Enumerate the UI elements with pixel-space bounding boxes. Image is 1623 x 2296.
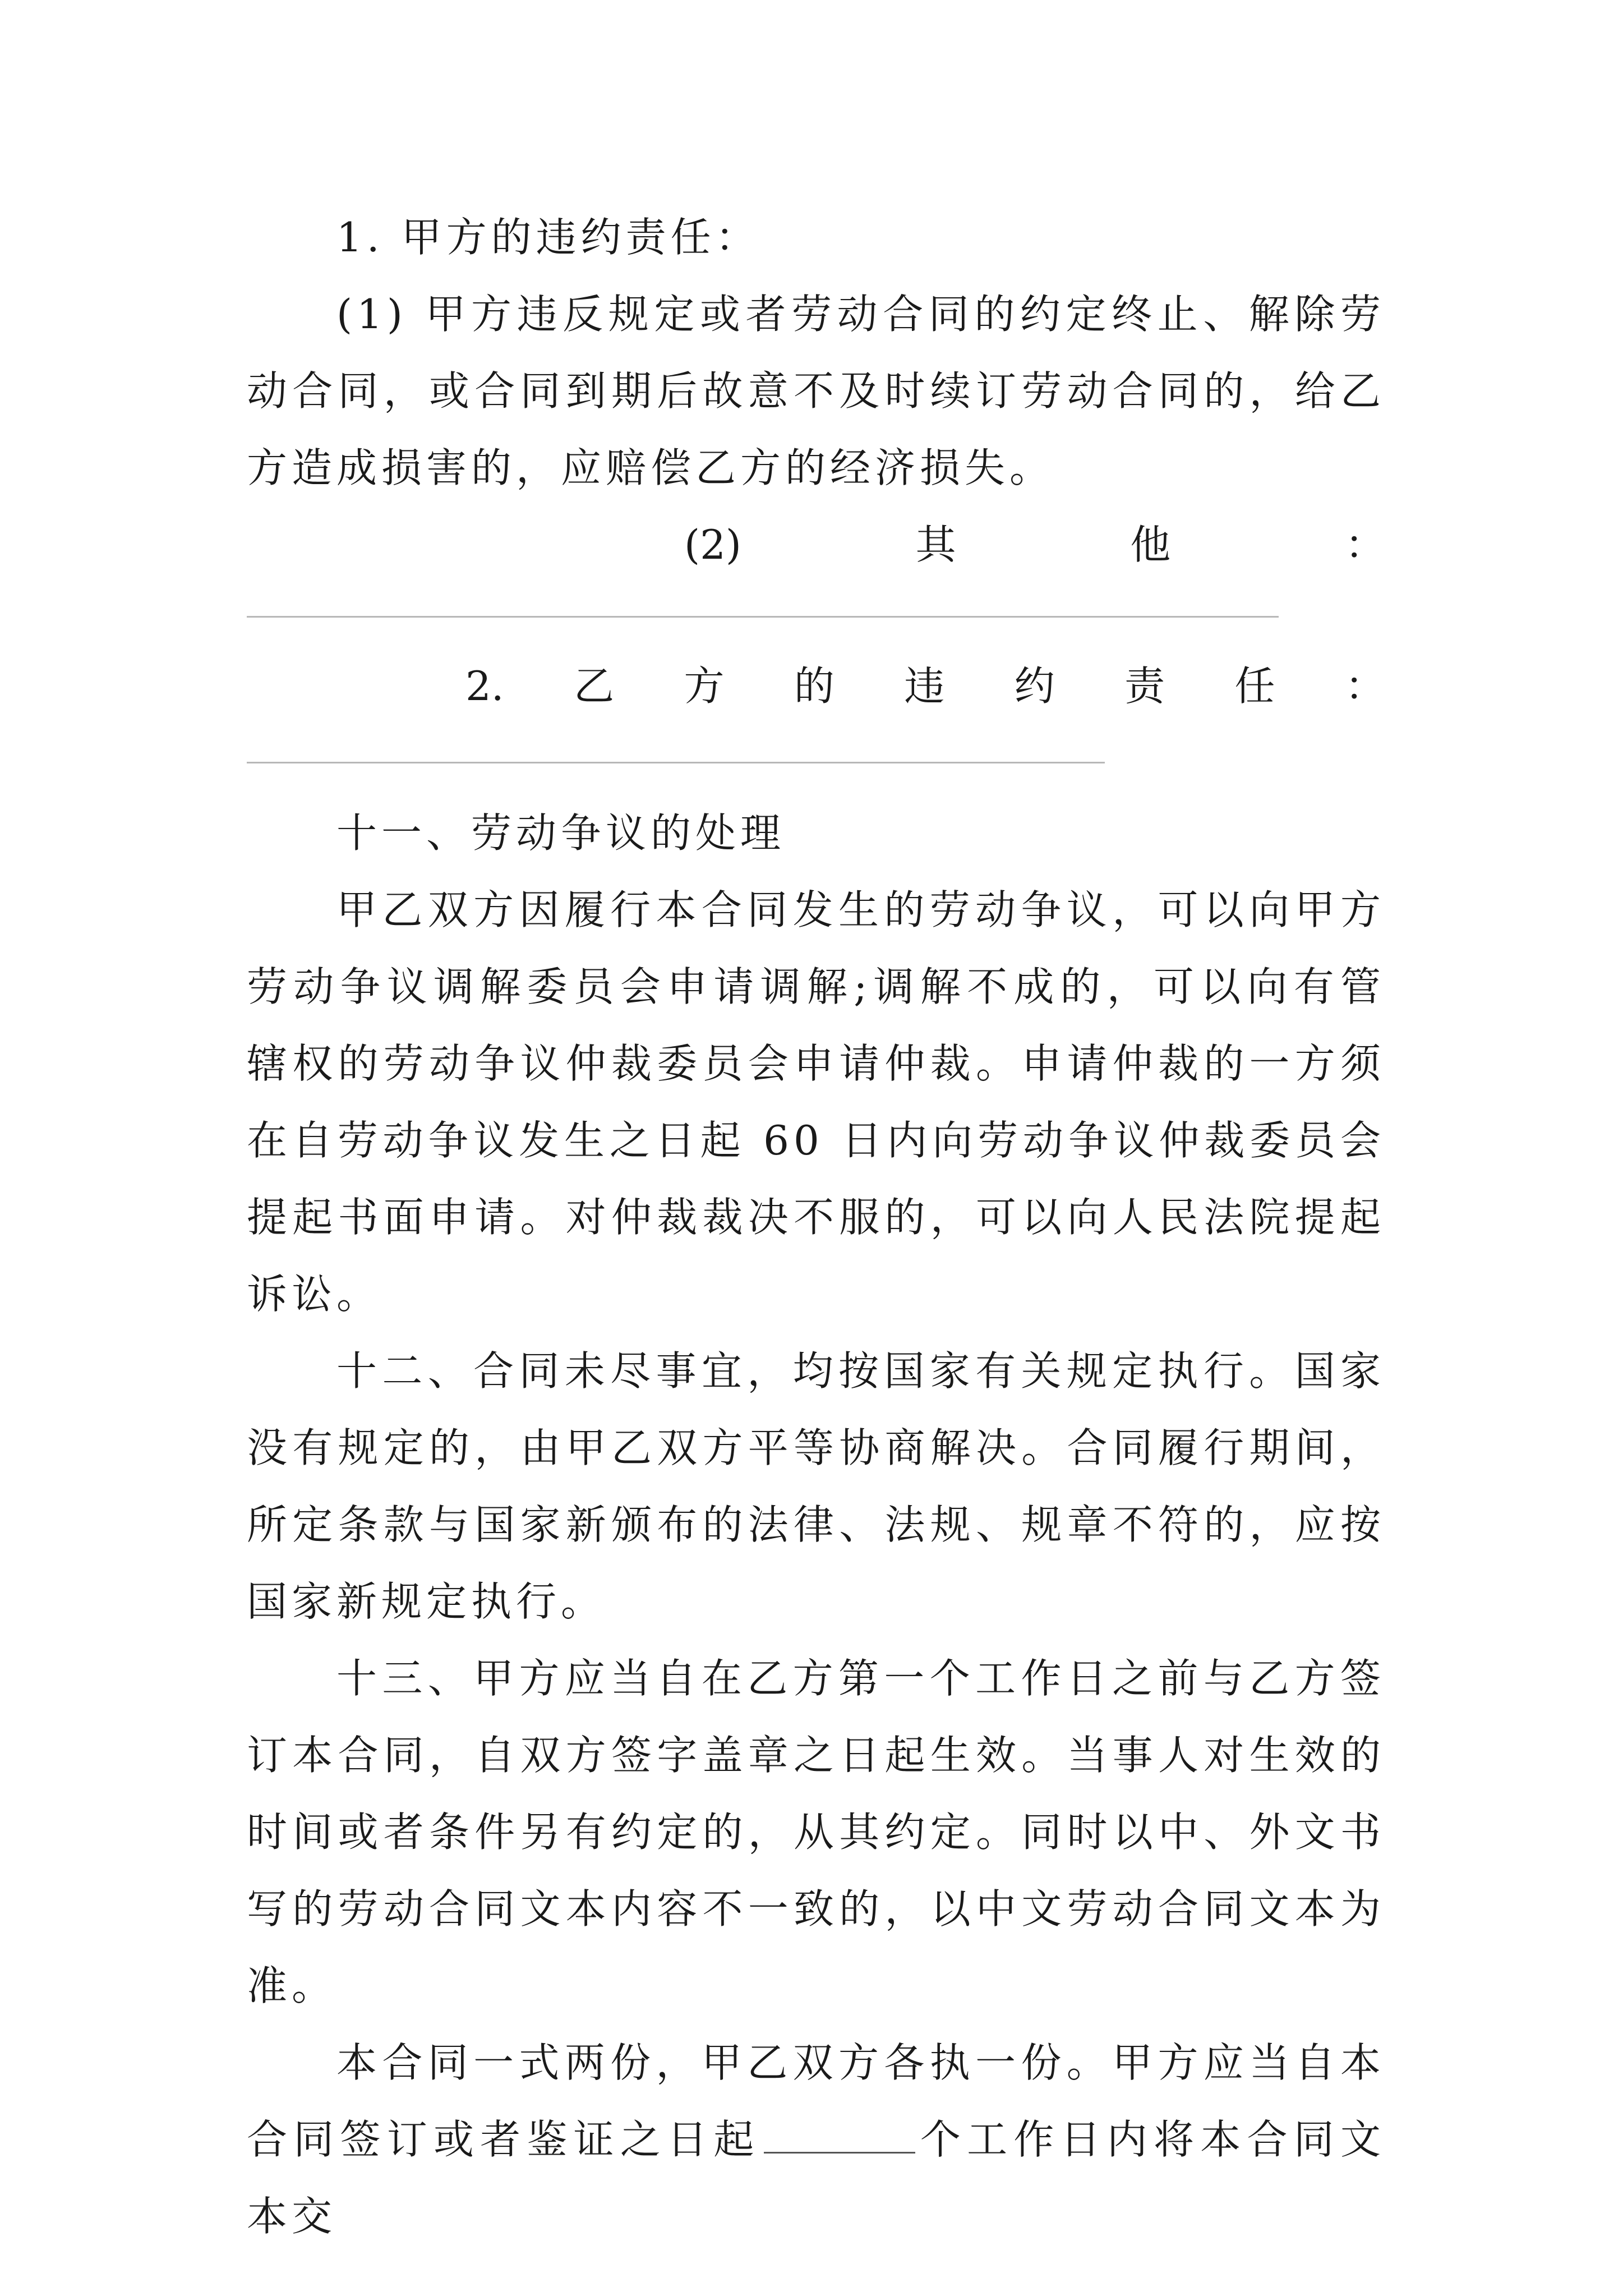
section-11-body: 甲乙双方因履行本合同发生的劳动争议，可以向甲方劳动争议调解委员会申请调解;调解不成的，可以向有管辖权的劳动争议仲裁委员会申请仲裁。申请仲裁的一方须在自劳动争议发生之日起 60 日内向劳动争议仲裁委员会提起书面申请。对仲裁裁决不服的，可以向人民法院提起诉讼。 bbox=[247, 886, 1385, 1318]
other-clause-line bbox=[247, 507, 1385, 583]
party-b-breach-part: 责 bbox=[1124, 662, 1165, 710]
party-b-breach-part: 的 bbox=[794, 662, 834, 710]
final-paragraph-end: 个工作日内将本合同文本交 bbox=[247, 2116, 1385, 2240]
party-b-breach-part: 乙 bbox=[574, 662, 615, 710]
party-b-breach-part: 约 bbox=[1014, 662, 1055, 710]
breach-heading: 1. 甲方的违约责任： bbox=[336, 214, 760, 261]
party-b-breach-part: 方 bbox=[684, 662, 725, 710]
fill-line-container bbox=[247, 725, 1385, 795]
section-11-title: 十一、劳动争议的处理 bbox=[336, 809, 786, 857]
section-13-body: 十三、甲方应当自在乙方第一个工作日之前与乙方签订本合同，自双方签字盖章之日起生效。当事人对生效的时间或者条件另有约定的，从其约定。同时以中、外文书写的劳动合同文本内容不一致的，以中文劳动合同文本为准。 bbox=[247, 1655, 1385, 2009]
party-b-breach-part: 2. bbox=[465, 662, 504, 710]
fill-in-blank bbox=[764, 2118, 915, 2154]
section-12-body: 十二、合同未尽事宜，均按国家有关规定执行。国家没有规定的，由甲乙双方平等协商解决。合同履行期间，所定条款与国家新颁布的法律、法规、规章不符的，应按国家新规定执行。 bbox=[247, 1347, 1385, 1625]
party-b-breach-part: 任 bbox=[1234, 662, 1275, 710]
fill-in-line bbox=[247, 616, 1279, 618]
other-clause-part: (2) bbox=[684, 521, 741, 568]
other-clause-part: ： bbox=[1344, 521, 1385, 568]
party-b-breach-part: 违 bbox=[904, 662, 945, 710]
fill-in-line bbox=[247, 762, 1105, 763]
other-clause-part: 其 bbox=[915, 521, 956, 568]
final-paragraph-start: 本合同一式两份，甲乙双方各执一份。甲方应当自本合同签订或者鉴证之日起 bbox=[247, 2039, 1385, 2163]
party-b-breach-line bbox=[247, 648, 1385, 725]
other-clause-part: 他 bbox=[1130, 521, 1171, 568]
document-body bbox=[247, 199, 1385, 2255]
final-paragraph bbox=[247, 2024, 1385, 2255]
party-b-breach-part: ： bbox=[1344, 662, 1385, 710]
party-a-breach-item-1: (1) 甲方违反规定或者劳动合同的约定终止、解除劳动合同，或合同到期后故意不及时续订劳动合同的，给乙方造成损害的，应赔偿乙方的经济损失。 bbox=[247, 291, 1385, 491]
fill-line-container bbox=[247, 583, 1385, 648]
